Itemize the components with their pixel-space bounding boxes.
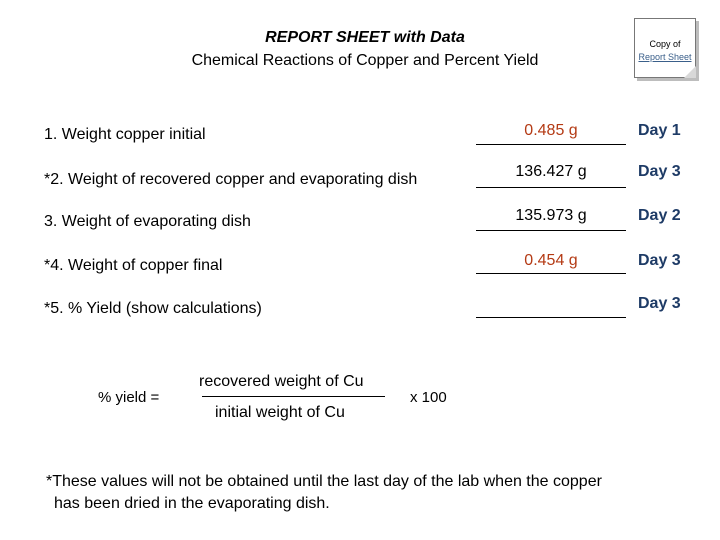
value-copper-final: 0.454 g — [524, 252, 578, 269]
formula-denominator: initial weight of Cu — [215, 404, 345, 421]
formula-lhs: % yield = — [98, 389, 160, 406]
item-label-percent-yield: *5. % Yield (show calculations) — [44, 300, 262, 317]
fraction-bar — [202, 396, 385, 397]
footnote — [46, 471, 706, 515]
formula-multiplier: x 100 — [410, 389, 447, 406]
page-title: REPORT SHEET with Data — [265, 29, 465, 46]
day-label: Day 3 — [638, 252, 681, 269]
page-subtitle: Chemical Reactions of Copper and Percent Yield — [191, 52, 539, 69]
answer-line — [476, 144, 626, 145]
report-sheet-link[interactable]: Report Sheet — [638, 52, 692, 62]
answer-line — [476, 187, 626, 188]
report-sheet-note[interactable] — [634, 18, 696, 78]
day-label: Day 2 — [638, 207, 681, 224]
day-label: Day 1 — [638, 122, 681, 139]
value-evaporating-dish: 135.973 g — [515, 207, 587, 224]
item-label-weight-copper-initial: 1. Weight copper initial — [44, 126, 206, 143]
formula-numerator: recovered weight of Cu — [199, 373, 364, 390]
value-weight-copper-initial: 0.485 g — [524, 122, 578, 139]
value-recovered-copper-dish: 136.427 g — [515, 163, 587, 180]
answer-line — [476, 317, 626, 318]
answer-line — [476, 230, 626, 231]
item-label-evaporating-dish: 3. Weight of evaporating dish — [44, 213, 251, 230]
footnote-line-1: *These values will not be obtained until the last day of the lab when the copper — [46, 473, 602, 490]
day-label: Day 3 — [638, 163, 681, 180]
day-label: Day 3 — [638, 295, 681, 312]
item-label-copper-final: *4. Weight of copper final — [44, 257, 223, 274]
item-label-recovered-copper-dish: *2. Weight of recovered copper and evaporating dish — [44, 171, 418, 188]
note-label: Copy of — [649, 39, 681, 49]
footnote-line-2: has been dried in the evaporating dish. — [54, 495, 330, 512]
page-fold-icon — [684, 66, 696, 78]
answer-line — [476, 273, 626, 274]
